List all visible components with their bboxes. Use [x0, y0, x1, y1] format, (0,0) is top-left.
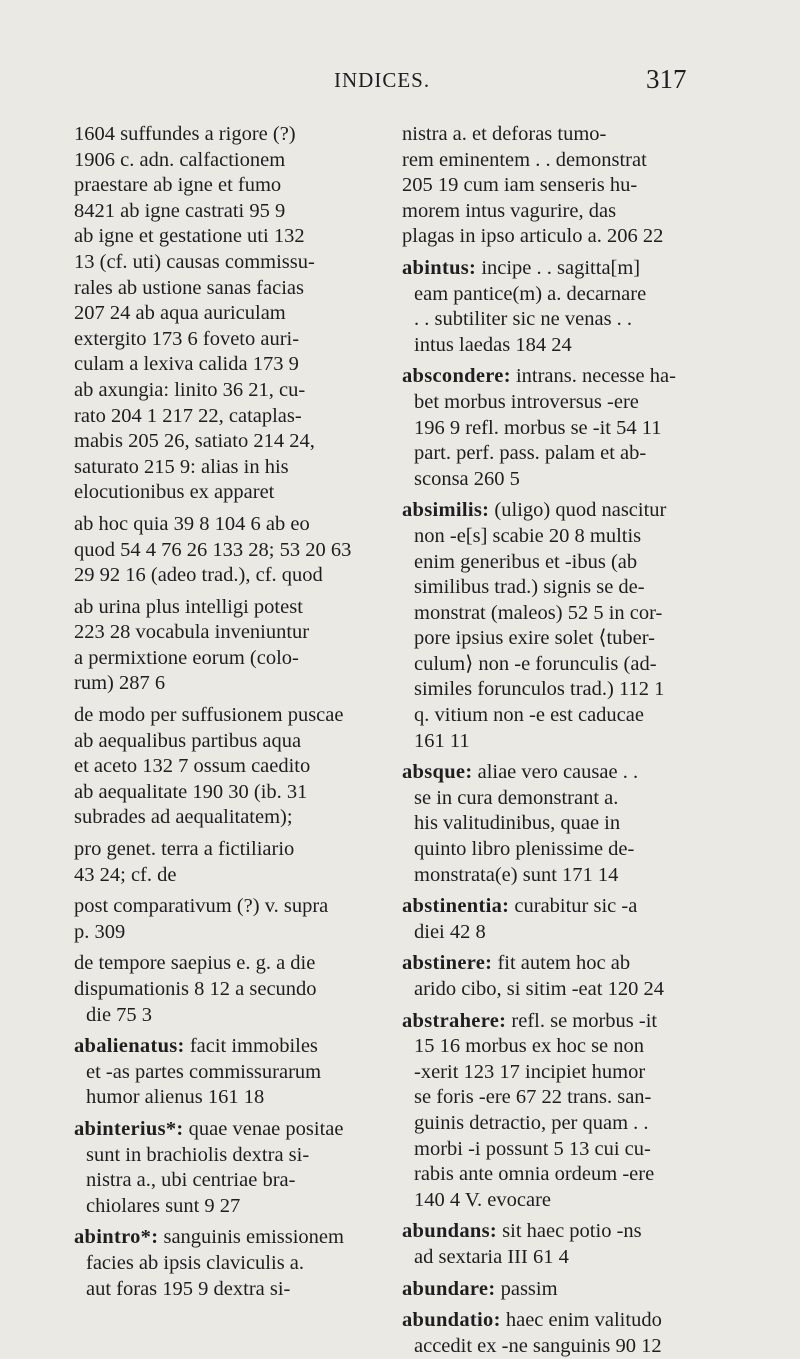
index-line: rales ab ustione sanas facias — [74, 276, 304, 299]
index-line: quod 54 4 76 26 133 28; 53 20 63 — [74, 538, 352, 561]
index-line: monstrata(e) sunt 171 14 — [414, 863, 619, 886]
index-line: nistra a., ubi centriae bra- — [86, 1169, 296, 1192]
index-line: humor alienus 161 18 — [86, 1086, 265, 1109]
index-line: ad sextaria III 61 4 — [414, 1245, 569, 1268]
index-line: praestare ab igne et fumo — [74, 174, 282, 197]
index-line: rato 204 1 217 22, cataplas- — [74, 404, 302, 427]
index-line: ab igne et gestatione uti 132 — [74, 225, 305, 248]
headword: abintro*: — [74, 1226, 159, 1249]
headword: absque: — [402, 761, 473, 784]
index-line: 223 28 vocabula inveniuntur — [74, 621, 310, 644]
index-line: non -e[s] scabie 20 8 multis — [414, 524, 642, 547]
index-line: enim generibus et -ibus (ab — [414, 550, 638, 573]
index-line: chiolares sunt 9 27 — [86, 1194, 241, 1217]
index-line: pro genet. terra a fictiliario — [74, 838, 295, 861]
index-line: 15 16 morbus ex hoc se non — [414, 1035, 645, 1058]
index-line: morbi -i possunt 5 13 cui cu- — [414, 1137, 651, 1160]
index-line: eam pantice(m) a. decarnare — [414, 282, 647, 305]
index-line: bet morbus introversus -ere — [414, 390, 639, 413]
index-line: 43 24; cf. de — [74, 863, 177, 886]
index-line: ab urina plus intelligi potest — [74, 595, 303, 618]
index-line: et aceto 132 7 ossum caedito — [74, 755, 311, 778]
headword: abstinentia: — [402, 895, 510, 918]
index-line: ab axungia: linito 36 21, cu- — [74, 378, 306, 401]
index-line: abintro*: sanguinis emissionem — [74, 1226, 344, 1249]
headword: abalienatus: — [74, 1035, 185, 1058]
headword: absimilis: — [402, 499, 490, 522]
index-line: facies ab ipsis claviculis a. — [86, 1251, 305, 1274]
index-line: abundatio: haec enim valitudo — [402, 1309, 662, 1332]
index-line: 140 4 V. evocare — [414, 1188, 552, 1211]
index-line: diei 42 8 — [414, 920, 486, 943]
index-line: abstinere: fit autem hoc ab — [402, 952, 631, 975]
index-line: pore ipsius exire solet ⟨tuber- — [414, 627, 655, 650]
index-line: q. vitium non -e est caducae — [414, 704, 644, 727]
index-line: abstrahere: refl. se morbus -it — [402, 1009, 658, 1032]
index-line: 196 9 refl. morbus se -it 54 11 — [414, 416, 662, 439]
index-line: sconsa 260 5 — [414, 467, 520, 490]
index-line: saturato 215 9: alias in his — [74, 455, 289, 478]
index-line: accedit ex -ne sanguinis 90 12 — [414, 1334, 662, 1357]
index-line: monstrat (maleos) 52 5 in cor- — [414, 601, 663, 624]
index-line: intus laedas 184 24 — [414, 333, 572, 356]
index-line: -xerit 123 17 incipiet humor — [414, 1060, 646, 1083]
index-line: nistra a. et deforas tumo- — [402, 123, 607, 145]
headword: abundans: — [402, 1220, 498, 1243]
index-line: 1906 c. adn. calfactionem — [74, 148, 286, 171]
index-line: 161 11 — [414, 729, 470, 752]
index-column-right — [402, 122, 698, 1359]
index-line: culum⟩ non -e forunculis (ad- — [414, 652, 657, 675]
index-line: plagas in ipso articulo a. 206 22 — [402, 225, 664, 248]
index-line: aut foras 195 9 dextra si- — [86, 1277, 291, 1300]
index-line: 207 24 ab aqua auriculam — [74, 302, 286, 325]
index-line: extergito 173 6 foveto auri- — [74, 327, 300, 350]
headword: abstinere: — [402, 952, 493, 975]
index-line: 29 92 16 (adeo trad.), cf. quod — [74, 564, 323, 587]
index-line: similes forunculos trad.) 112 1 — [414, 678, 665, 701]
index-line: ab aequalitate 190 30 (ib. 31 — [74, 780, 308, 803]
page-number: 317 — [646, 64, 687, 94]
index-line: mabis 205 26, satiato 214 24, — [74, 430, 315, 453]
headword: abscondere: — [402, 365, 511, 388]
index-line: rum) 287 6 — [74, 672, 166, 695]
index-line: ab aequalibus partibus aqua — [74, 729, 302, 752]
index-line: sunt in brachiolis dextra si- — [86, 1143, 310, 1166]
index-line: culam a lexiva calida 173 9 — [74, 353, 299, 376]
index-line: . . subtiliter sic ne venas . . — [414, 308, 633, 331]
index-line: absimilis: (uligo) quod nascitur — [402, 499, 667, 522]
index-line: 8421 ab igne castrati 95 9 — [74, 199, 286, 222]
index-line: 205 19 cum iam senseris hu- — [402, 174, 638, 197]
index-line: abinterius*: quae venae positae — [74, 1117, 344, 1140]
index-line: 1604 suffundes a rigore (?) — [74, 123, 296, 145]
index-line: abundare: passim — [402, 1277, 558, 1300]
index-line: rem eminentem . . demonstrat — [402, 148, 647, 171]
index-line: p. 309 — [74, 920, 126, 943]
index-line: et -as partes commissurarum — [86, 1060, 322, 1083]
index-line: guinis detractio, per quam . . — [414, 1111, 649, 1134]
index-line: 13 (cf. uti) causas commissu- — [74, 250, 315, 273]
headword: abundare: — [402, 1277, 496, 1300]
index-line: abintus: incipe . . sagitta[m] — [402, 256, 641, 279]
index-line: abstinentia: curabitur sic -a — [402, 895, 638, 918]
index-line: subrades ad aequalitatem); — [74, 806, 293, 829]
running-title: INDICES. — [334, 68, 431, 92]
index-line: morem intus vagurire, das — [402, 199, 617, 222]
index-line: abalienatus: facit immobiles — [74, 1035, 318, 1058]
index-line: post comparativum (?) v. supra — [74, 895, 329, 918]
index-line: rabis ante omnia ordeum -ere — [414, 1163, 655, 1186]
headword: abundatio: — [402, 1309, 501, 1332]
index-line: arido cibo, si sitim -eat 120 24 — [414, 978, 664, 1000]
headword: abinterius*: — [74, 1117, 184, 1140]
index-line: se foris -ere 67 22 trans. san- — [414, 1086, 652, 1109]
index-line: part. perf. pass. palam et ab- — [414, 442, 647, 465]
index-line: a permixtione eorum (colo- — [74, 646, 299, 669]
index-line: quinto libro plenissime de- — [414, 838, 635, 861]
index-line: se in cura demonstrant a. — [414, 786, 619, 809]
index-line: abundans: sit haec potio -ns — [402, 1220, 642, 1243]
headword: abintus: — [402, 256, 477, 279]
index-line: de tempore saepius e. g. a die — [74, 952, 316, 975]
index-line: abscondere: intrans. necesse ha- — [402, 365, 676, 388]
index-line: de modo per suffusionem puscae — [74, 704, 344, 727]
index-line: dispumationis 8 12 a secundo — [74, 978, 317, 1000]
index-line: similibus trad.) signis se de- — [414, 576, 645, 599]
index-line: his valitudinibus, quae in — [414, 812, 621, 835]
index-column-left — [74, 122, 370, 1302]
running-header — [0, 64, 800, 108]
headword: abstrahere: — [402, 1009, 507, 1032]
index-line: absque: aliae vero causae . . — [402, 761, 639, 784]
index-line: elocutionibus ex apparet — [74, 481, 275, 504]
index-line: die 75 3 — [86, 1003, 153, 1026]
index-line: ab hoc quia 39 8 104 6 ab eo — [74, 512, 310, 535]
